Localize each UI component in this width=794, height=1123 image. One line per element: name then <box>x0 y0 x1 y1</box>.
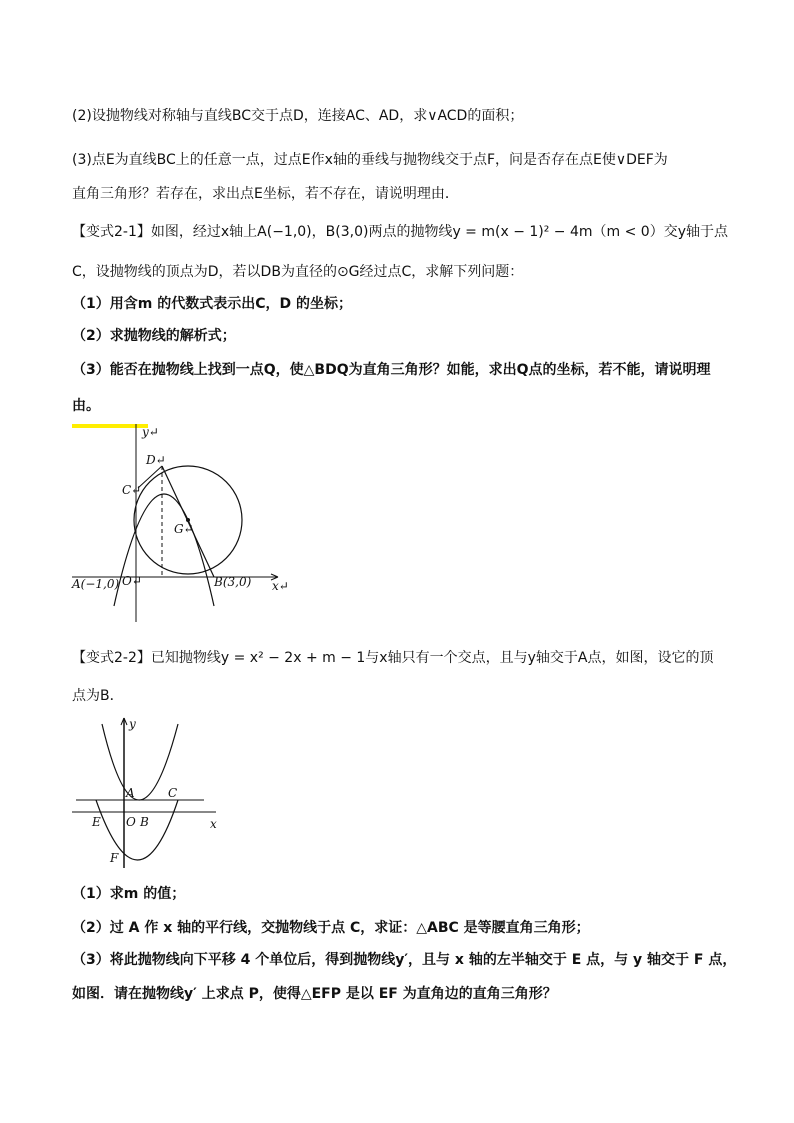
highlight-bar <box>72 424 148 428</box>
label-e-2: E <box>92 815 101 829</box>
variant-2-2-q3-line1: （3）将此抛物线向下平移 4 个单位后，得到抛物线y′，且与 x 轴的左半轴交于 E 点，与 y 轴交于 F 点， <box>72 952 737 968</box>
label-o-2: O <box>126 815 136 829</box>
prev-q3-line1: (3)点E为直线BC上的任意一点，过点E作x轴的垂线与抛物线交于点F，问是否存在点E使∨DEF为 <box>72 152 668 168</box>
figure-parabola-circle <box>66 420 296 625</box>
label-b: B(3,0) <box>214 575 252 589</box>
variant-2-2-intro-line2: 点为B． <box>72 688 124 704</box>
label-a: A(−1,0) <box>72 577 120 591</box>
prev-q2: (2)设抛物线对称轴与直线BC交于点D，连接AC、AD，求∨ACD的面积； <box>72 108 524 124</box>
label-c: C↵ <box>122 483 142 497</box>
label-o: O↵ <box>122 574 142 588</box>
variant-2-1-q3-line1: （3）能否在抛物线上找到一点Q，使△BDQ为直角三角形？如能，求出Q点的坐标，若不能，请说明理 <box>72 362 711 378</box>
variant-2-1-q3-line2: 由。 <box>72 398 100 414</box>
variant-2-2-intro-line1: 【变式2-2】已知抛物线y = x² − 2x + m − 1与x轴只有一个交点，且与y轴交于A点，如图，设它的顶 <box>72 650 714 666</box>
parabola <box>114 494 214 606</box>
label-a-2: A <box>126 786 135 800</box>
variant-2-2-q2: （2）过 A 作 x 轴的平行线，交抛物线于点 C，求证：△ABC 是等腰直角三角形； <box>72 920 590 936</box>
variant-2-1-q2: （2）求抛物线的解析式； <box>72 328 236 344</box>
label-f-2: F <box>110 851 119 865</box>
label-d: D↵ <box>146 453 166 467</box>
segment-dc <box>138 466 162 488</box>
variant-2-1-q1: （1）用含m 的代数式表示出C，D 的坐标； <box>72 296 352 312</box>
variant-2-1-intro-line1: 【变式2-1】如图，经过x轴上A(−1,0)，B(3,0)两点的抛物线y = m(x − 1)² − 4m（m < 0）交y轴于点 <box>72 224 728 240</box>
variant-2-2-q1: （1）求m 的值； <box>72 886 186 902</box>
label-c-2: C <box>168 786 178 800</box>
variant-2-1-intro-line2: C，设抛物线的顶点为D，若以DB为直径的⊙G经过点C，求解下列问题： <box>72 264 524 280</box>
label-b-2: B <box>140 815 149 829</box>
label-g: G↵ <box>174 522 194 536</box>
label-x: x↵ <box>272 579 289 593</box>
label-y-2: y <box>129 717 136 731</box>
figure-two-parabolas <box>66 716 226 871</box>
prev-q3-line2: 直角三角形？若存在，求出点E坐标，若不存在，请说明理由． <box>72 186 459 202</box>
variant-2-2-q3-line2: 如图．请在抛物线y′ 上求点 P，使得△EFP 是以 EF 为直角边的直角三角形？ <box>72 986 557 1002</box>
parabola-original <box>102 724 178 800</box>
parabola-shifted <box>96 800 178 860</box>
label-x-2: x <box>210 817 217 831</box>
label-y: y↵ <box>142 425 159 439</box>
